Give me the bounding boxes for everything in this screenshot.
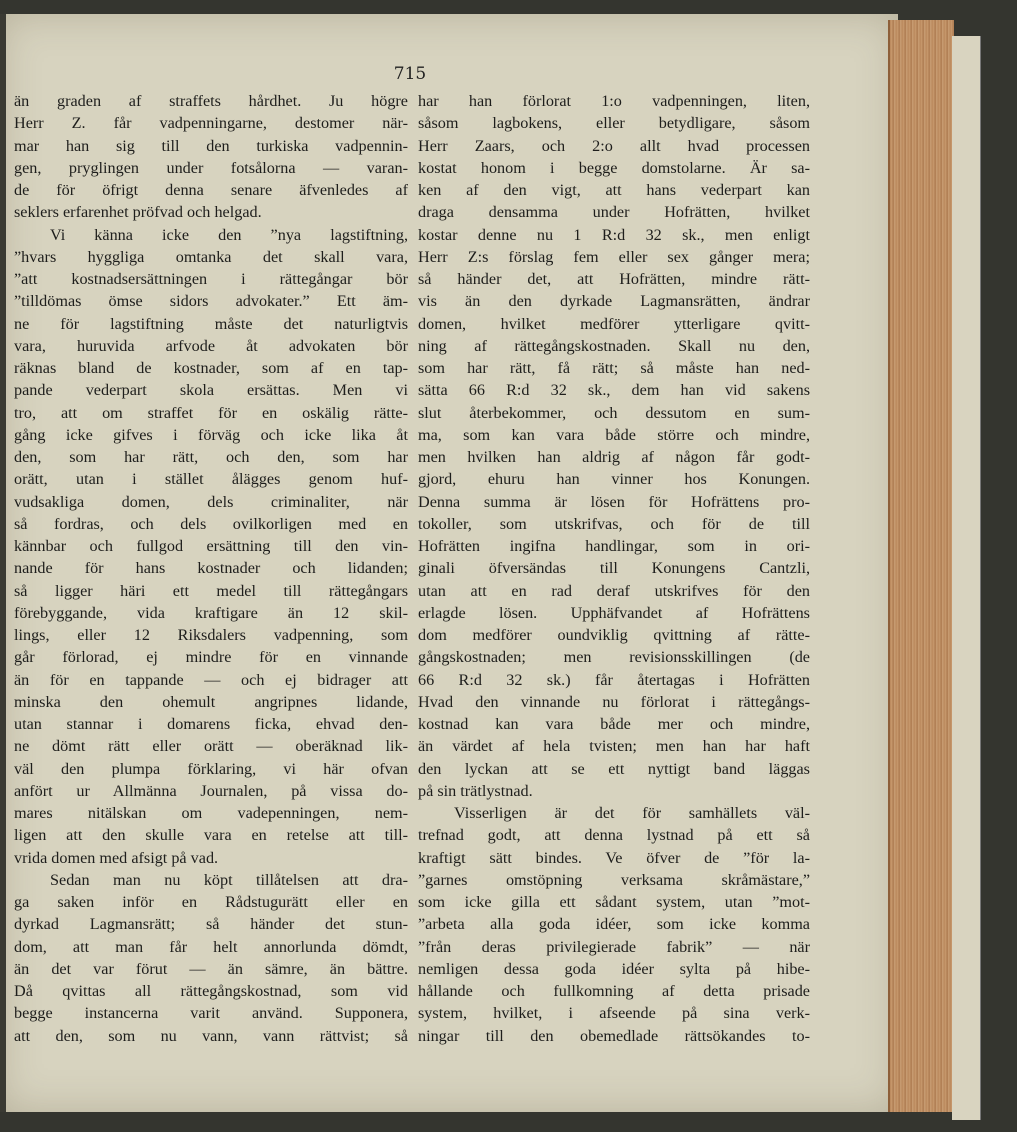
text-line: går förlorad, ej mindre för en vinnande xyxy=(14,648,408,667)
text-line: domen, hvilket medförer ytterligare qvitt- xyxy=(418,314,810,333)
text-line: Herr Zaars, och 2:o allt hvad processen xyxy=(418,136,810,155)
text-line: att den, som nu vann, vann rättvist; så xyxy=(14,1026,408,1045)
text-line: på sin trätlystnad. xyxy=(418,781,533,800)
text-line: hållande och fullkomning af detta prisade xyxy=(418,982,810,1000)
text-line: än värdet af hela tvisten; men han har haft xyxy=(418,737,810,756)
text-line: gångskostnaden; men revisionsskillingen (de xyxy=(418,648,810,667)
text-line: ”hvars hyggliga omtanka det skall vara, xyxy=(14,247,408,266)
text-line: ”arbeta alla goda idéer, som icke komma xyxy=(418,915,810,934)
text-line: ne dömt rätt eller orätt — oberäknad lik- xyxy=(14,737,408,756)
text-line: dyrkad Lagmansrätt; så händer det stun- xyxy=(14,915,408,934)
text-line: Vi känna icke den ”nya lagstiftning, xyxy=(50,225,408,244)
text-line: ken af den vigt, att hans vederpart kan xyxy=(418,181,810,199)
text-line: ginali öfversändas till Konungens Cantzli, xyxy=(418,559,810,578)
text-line: Hofrätten ingifna handlingar, som in ori- xyxy=(418,537,810,555)
text-line: ”tilldömas ömse sidors advokater.” Ett äm- xyxy=(14,292,408,311)
text-line: nande för hans kostnader och lidanden; xyxy=(14,559,408,578)
text-line: vara, huruvida arfvode åt advokaten bör xyxy=(14,336,408,355)
text-line: som icke gilla ett sådant system, utan ”mot- xyxy=(418,893,810,911)
book-fore-edge xyxy=(888,20,954,1112)
text-line: gjord, ehuru han vinner hos Konungen. xyxy=(418,470,810,489)
text-line: erlagde lösen. Upphäfvandet af Hofrättens xyxy=(418,603,810,622)
text-line: vudsakliga domen, dels criminaliter, när xyxy=(14,492,408,511)
text-line: såsom lagbokens, eller betydligare, såsom xyxy=(418,114,810,133)
text-line: ”att kostnadsersättningen i rättegångar bör xyxy=(14,270,408,288)
text-line: de för öfrigt denna senare äfvenledes af xyxy=(14,181,408,199)
text-line: Då qvittas all rättegångskostnad, som vid xyxy=(14,982,408,1000)
book-cover-edge xyxy=(952,36,981,1120)
text-line: lings, eller 12 Riksdalers vadpenning, som xyxy=(14,626,408,644)
text-line: mares nitälskan om vadepenningen, nem- xyxy=(14,804,408,822)
text-line: än graden af straffets hårdhet. Ju högre xyxy=(14,92,408,110)
text-line: så ligger häri ett medel till rättegångars xyxy=(14,581,408,600)
text-line: kostat honom i begge domstolarne. Är sa- xyxy=(418,158,810,177)
text-line: utan stannar i domarens ficka, ehvad den- xyxy=(14,715,408,733)
text-line: har han förlorat 1:o vadpenningen, liten, xyxy=(418,92,810,110)
text-line: begge instancerna varit använd. Supponera, xyxy=(14,1004,408,1023)
text-line: slut återbekommer, och dessutom en sum- xyxy=(418,403,810,422)
text-line: gen, pryglingen under fotsålorna — varan- xyxy=(14,158,408,177)
text-line: förebyggande, vida kraftigare än 12 skil- xyxy=(14,603,408,622)
text-line: så händer det, att Hofrätten, mindre rätt- xyxy=(418,270,810,288)
text-line: Herr Z:s förslag fem eller sex gånger mera; xyxy=(418,247,810,266)
text-line: seklers erfarenhet pröfvad och helgad. xyxy=(14,203,262,222)
text-line: draga densamma under Hofrätten, hvilket xyxy=(418,203,810,222)
text-line: ma, som kan vara både större och mindre, xyxy=(418,425,810,444)
text-line: Visserligen är det för samhällets väl- xyxy=(454,804,810,822)
text-line: kostar denne nu 1 R:d 32 sk., men enligt xyxy=(418,225,810,244)
text-line: men hvilken han aldrig af någon får godt- xyxy=(418,448,810,466)
text-line: orätt, utan i stället ålägges genom huf- xyxy=(14,470,408,489)
text-line: vrida domen med afsigt på vad. xyxy=(14,848,219,867)
text-line: minska den ohemult angripnes lidande, xyxy=(14,692,408,711)
text-line: tro, att om straffet för en oskälig rätte- xyxy=(14,403,408,422)
text-line: sätta 66 R:d 32 sk., dem han vid sakens xyxy=(418,381,810,400)
text-line: den lyckan att se ett nyttigt band läggas xyxy=(418,759,810,778)
text-column-left xyxy=(14,90,408,1047)
text-line: som har rätt, få rätt; så måste han ned- xyxy=(418,359,810,377)
text-line: ning af rättegångskostnaden. Skall nu den, xyxy=(418,336,810,355)
text-line: vis än den dyrkade Lagmansrätten, ändrar xyxy=(418,292,810,311)
text-line: dom medförer oundviklig qvittning af rätte- xyxy=(418,626,810,644)
text-line: trefnad godt, att denna lystnad på ett så xyxy=(418,826,810,845)
text-line: pande vederpart skola ersättas. Men vi xyxy=(14,381,408,400)
text-line: ningar till den obemedlade rättsökandes to- xyxy=(418,1026,810,1045)
text-line: än det var förut — än sämre, än bättre. xyxy=(14,959,408,978)
page-gutter-shadow xyxy=(0,14,6,1112)
text-line: anfört ur Allmänna Journalen, på vissa do- xyxy=(14,781,408,800)
text-line: 66 R:d 32 sk.) får återtagas i Hofrätten xyxy=(418,670,810,689)
text-line: räknas bland de kostnader, som af en tap- xyxy=(14,359,408,377)
text-line: ”garnes omstöpning verksama skråmästare,” xyxy=(418,870,810,889)
text-line: utan att en rad deraf utskrifves för den xyxy=(418,581,810,600)
text-line: kännbar och fullgod ersättning till den vin- xyxy=(14,537,408,555)
text-line: kraftigt sätt bindes. Ve öfver de ”för la- xyxy=(418,848,810,867)
text-line: Hvad den vinnande nu förlorat i rättegångs- xyxy=(418,692,810,711)
text-line: än för en tappande — och ej bidrager att xyxy=(14,670,408,689)
text-line: gång icke gifves i förväg och icke lika åt xyxy=(14,425,408,444)
text-line: Sedan man nu köpt tillåtelsen att dra- xyxy=(50,870,408,889)
text-line: dom, att man får helt annorlunda dömdt, xyxy=(14,937,408,956)
text-line: kostnad kan vara både mer och mindre, xyxy=(418,715,810,733)
text-line: den, som har rätt, och den, som har xyxy=(14,448,408,466)
text-line: ligen att den skulle vara en retelse att till- xyxy=(14,826,408,845)
text-line: tokoller, som utskrifvas, och för de till xyxy=(418,514,810,533)
page-number: 715 xyxy=(393,64,427,84)
text-line: mar han sig till den turkiska vadpennin- xyxy=(14,136,408,155)
text-line: nemligen dessa goda idéer sylta på hibe- xyxy=(418,959,810,978)
text-line: ne för lagstiftning måste det naturligtvis xyxy=(14,314,408,333)
text-column-right xyxy=(418,90,810,1047)
text-line: ”från deras privilegierade fabrik” — när xyxy=(418,937,810,956)
text-line: ga saken inför en Rådstugurätt eller en xyxy=(14,893,408,911)
text-line: väl den plumpa förklaring, vi här ofvan xyxy=(14,759,408,778)
text-line: Herr Z. får vadpenningarne, destomer när- xyxy=(14,114,408,133)
text-line: så fordras, och dels ovilkorligen med en xyxy=(14,514,408,533)
text-line: Denna summa är lösen för Hofrättens pro- xyxy=(418,492,810,511)
text-line: system, hvilket, i afseende på sina verk- xyxy=(418,1004,810,1023)
